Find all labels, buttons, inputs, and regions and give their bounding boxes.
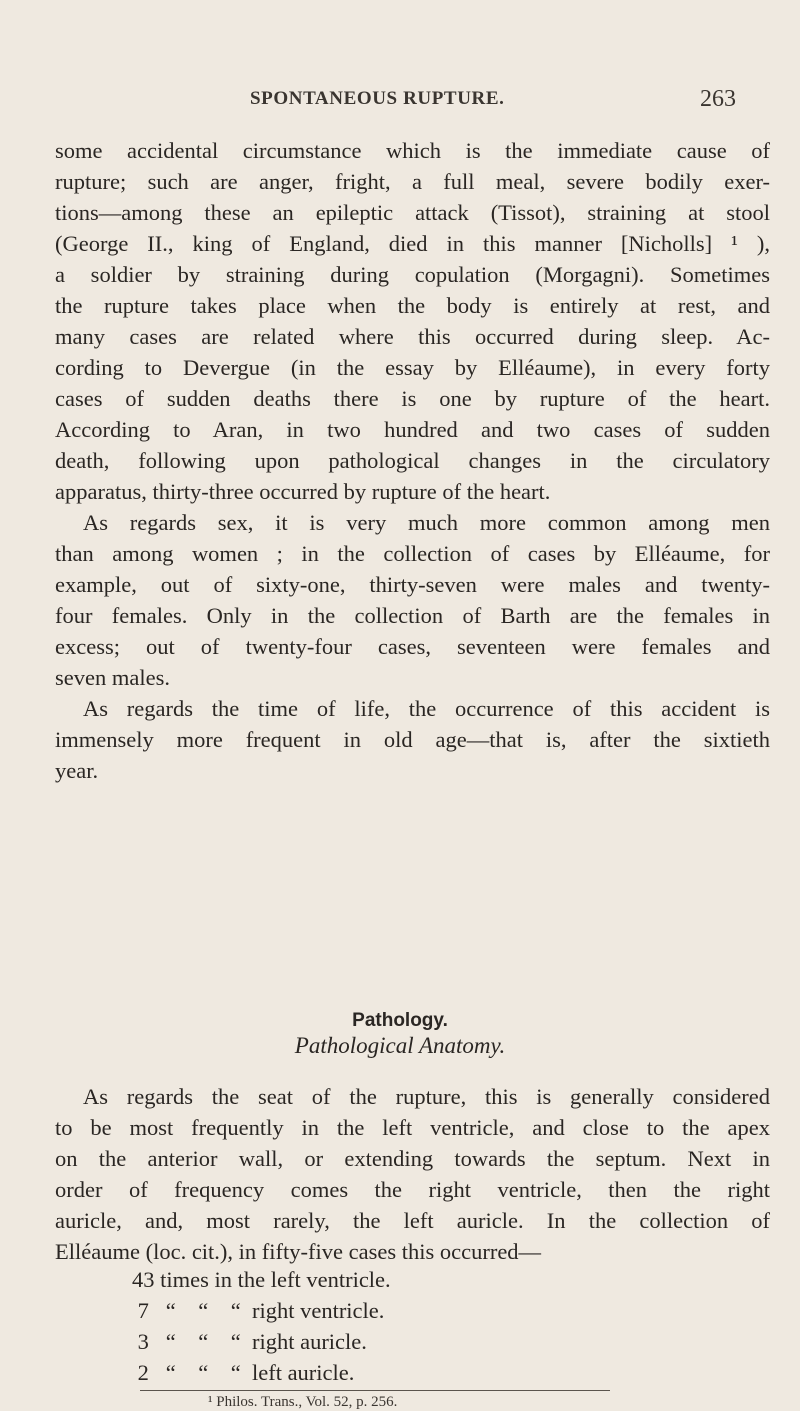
text-line: to be most frequently in the left ventricle, and close to the apex <box>55 1115 770 1140</box>
running-title: SPONTANEOUS RUPTURE. <box>250 88 505 109</box>
list-item: 43 times in the left ventricle. <box>132 1267 391 1292</box>
text-line: on the anterior wall, or extending towards the septum. Next in <box>55 1146 770 1171</box>
text-line: the rupture takes place when the body is entirely at rest, and <box>55 293 770 318</box>
body-text-lower <box>55 1081 770 1267</box>
text-line: auricle, and, most rarely, the left auricle. In the collection of <box>55 1208 770 1233</box>
footnote: ¹ Philos. Trans., Vol. 52, p. 256. <box>208 1394 398 1410</box>
text-line: As regards the time of life, the occurrence of this accident is <box>83 696 770 721</box>
text-line: seven males. <box>55 665 170 690</box>
rupture-site-list <box>132 1264 632 1388</box>
running-head <box>0 88 800 118</box>
text-line: As regards the seat of the rupture, this is generally considered <box>83 1084 770 1109</box>
text-line: year. <box>55 758 99 783</box>
list-item: 3 “ “ “ right auricle. <box>132 1329 367 1354</box>
text-line: Elléaume (loc. cit.), in fifty-five cases this occurred— <box>55 1239 542 1264</box>
list-item: 7 “ “ “ right ventricle. <box>132 1298 385 1323</box>
text-line: cording to Devergue (in the essay by Elléaume), in every forty <box>55 355 770 380</box>
list-item: 2 “ “ “ left auricle. <box>132 1360 355 1385</box>
section-heading: Pathology. <box>352 1010 448 1031</box>
page-number: 263 <box>700 86 736 112</box>
text-line: immensely more frequent in old age—that is, after the sixtieth <box>55 727 770 752</box>
text-line: a soldier by straining during copulation (Morgagni). Sometimes <box>55 262 770 287</box>
text-line: some accidental circumstance which is the immediate cause of <box>55 138 770 163</box>
text-line: death, following upon pathological changes in the circulatory <box>55 448 770 473</box>
text-line: As regards sex, it is very much more common among men <box>83 510 770 535</box>
text-line: order of frequency comes the right ventricle, then the right <box>55 1177 770 1202</box>
text-line: four females. Only in the collection of Barth are the females in <box>55 603 770 628</box>
text-line: many cases are related where this occurred during sleep. Ac- <box>55 324 770 349</box>
text-line: cases of sudden deaths there is one by rupture of the heart. <box>55 386 770 411</box>
text-line: rupture; such are anger, fright, a full meal, severe bodily exer- <box>55 169 770 194</box>
text-line: excess; out of twenty-four cases, seventeen were females and <box>55 634 770 659</box>
section-subheading: Pathological Anatomy. <box>294 1033 506 1058</box>
body-text-upper <box>55 135 770 786</box>
text-line: tions—among these an epileptic attack (Tissot), straining at stool <box>55 200 770 225</box>
footnote-divider <box>140 1390 610 1391</box>
text-line: example, out of sixty-one, thirty-seven were males and twenty- <box>55 572 770 597</box>
text-line: (George II., king of England, died in this manner [Nicholls] ¹ ), <box>55 231 770 256</box>
text-line: than among women ; in the collection of cases by Elléaume, for <box>55 541 770 566</box>
text-line: apparatus, thirty-three occurred by rupture of the heart. <box>55 479 551 504</box>
text-line: According to Aran, in two hundred and two cases of sudden <box>55 417 770 442</box>
